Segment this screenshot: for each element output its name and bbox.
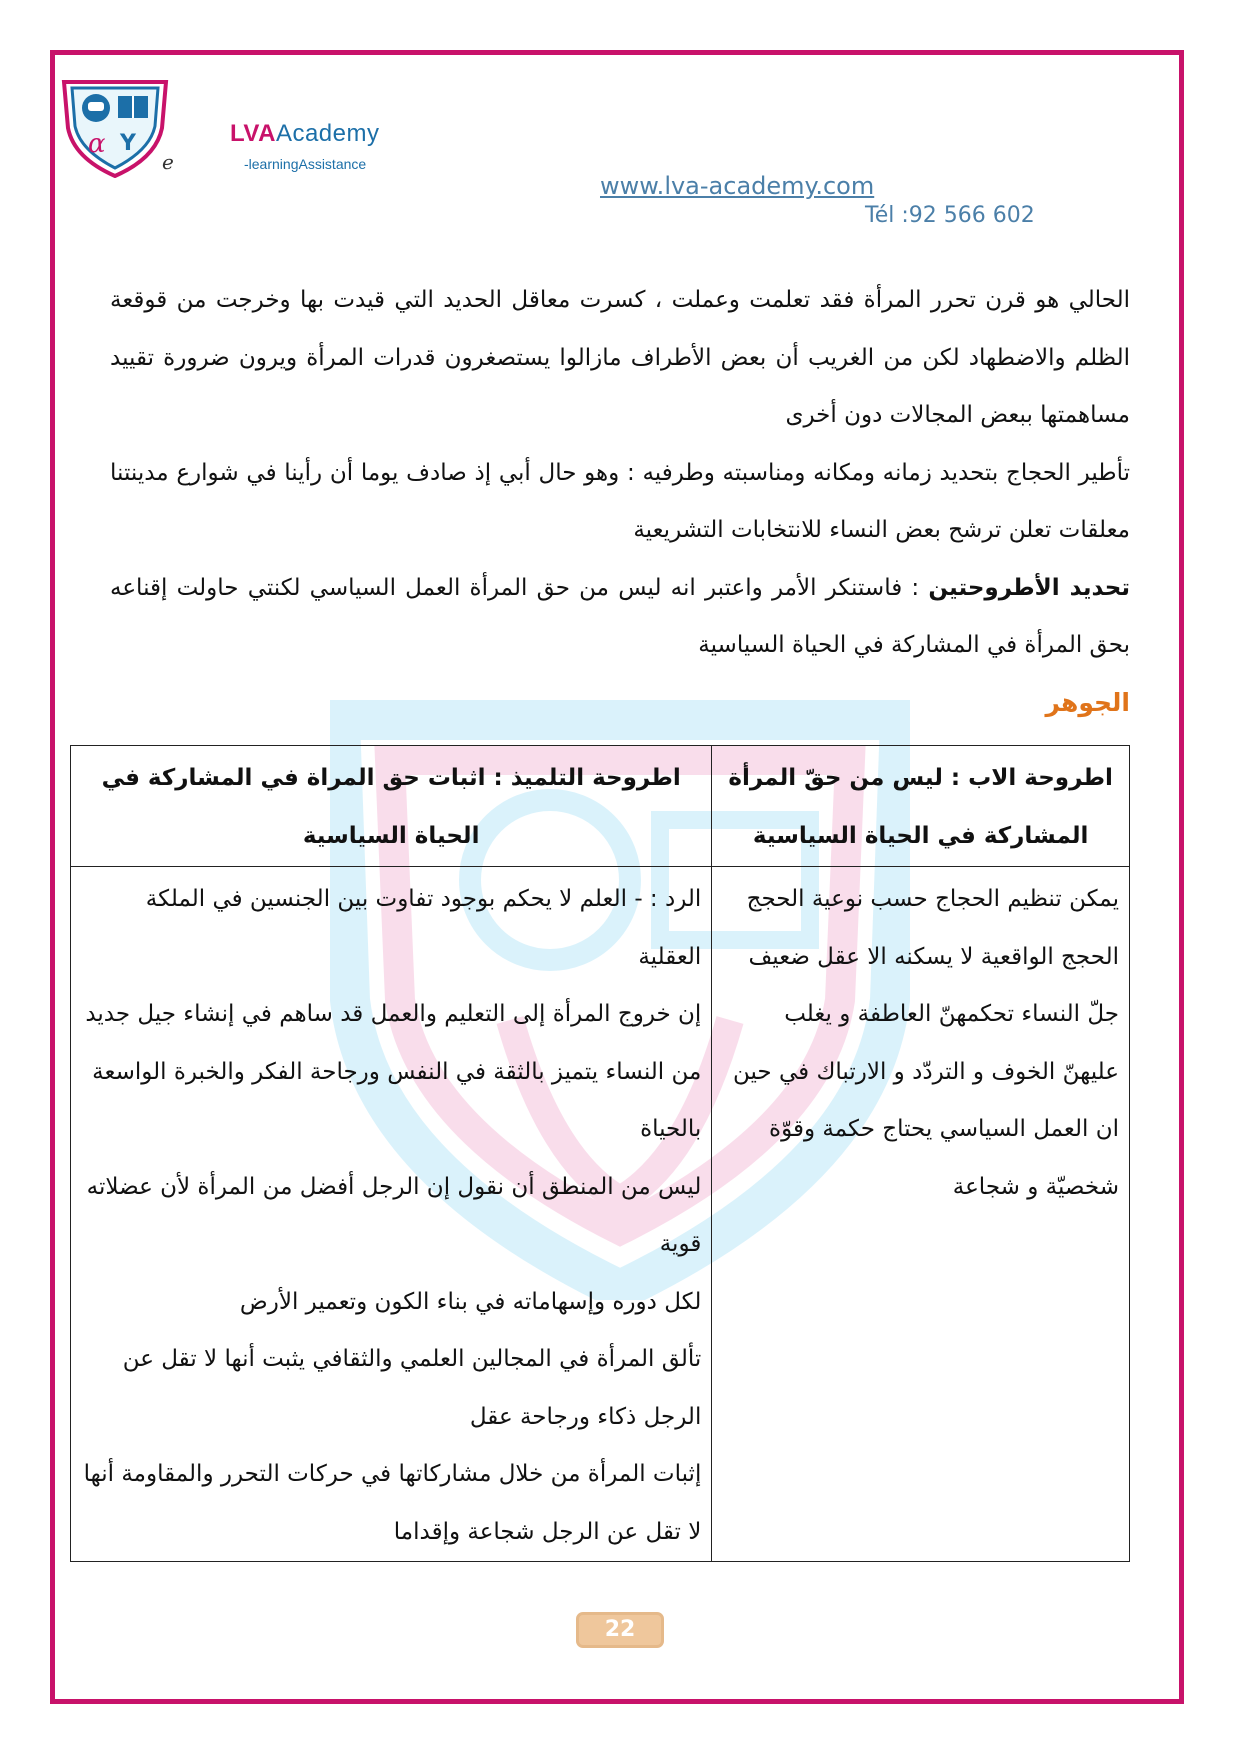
table-header-row [71,746,1130,867]
logo-e-mark: e [162,150,174,174]
father-arguments-cell [712,867,1130,1562]
table-body-row [71,867,1130,1562]
list-item: إثبات المرأة من خلال مشاركاتها في حركات التحرر والمقاومة أنها لا تقل عن الرجل شجاعة وإقداما [83,1461,702,1545]
student-thesis-header: اطروحة التلميذ : اثبات حق المراة في المشاركة في الحياة السياسية [71,746,712,867]
intro-text [110,272,1130,675]
intro-paragraph-2: تأطير الحجاج بتحديد زمانه ومكانه ومناسبته وطرفيه : وهو حال أبي إذ صادف يوما أن رأينا في شوارع مدينتنا معلقات تعلن ترشح بعض النساء للانتخابات التشريعية [110,459,1130,543]
lva-logo-icon [60,78,170,178]
thesis-heading: تحديد الأطروحتين [928,574,1130,601]
svg-text:α: α [88,129,106,159]
list-item: جلّ النساء تحكمهنّ العاطفة و يغلب عليهنّ الخوف و التردّد و الارتباك في حين ان العمل السياسي يحتاج حكمة وقوّة شخصيّة و شجاعة [732,1001,1119,1200]
intro-paragraph-3 [110,560,1130,675]
svg-text:Y: Y [120,131,136,156]
list-item: يمكن تنظيم الحجاج حسب نوعية الحجج [746,886,1119,912]
father-thesis-header: اطروحة الاب : ليس من حقّ المرأة المشاركة في الحياة السياسية [712,746,1130,867]
list-item: الحجج الواقعية لا يسكنه الا عقل ضعيف [748,943,1119,970]
list-item: الرد : - العلم لا يحكم بوجود تفاوت بين الجنسين في الملكة العقلية [145,886,702,970]
brand-tagline: -learningAssistance [244,156,367,172]
list-item: لكل دوره وإسهاماته في بناء الكون وتعمير الأرض [239,1288,702,1315]
arguments-table [70,745,1130,1562]
list-item: ليس من المنطق أن نقول إن الرجل أفضل من المرأة لأن عضلاته قوية [86,1173,702,1257]
list-item: تألق المرأة في المجالين العلمي والثقافي يثبت أنها لا تقل عن الرجل ذكاء ورجاحة عقل [122,1346,702,1430]
brand-lva: LVA [230,120,276,147]
website-link[interactable]: www.lva-academy.com [600,172,875,200]
list-item: إن خروج المرأة إلى التعليم والعمل قد ساهم في إنشاء جيل جديد من النساء يتميز بالثقة في النفس ورجاحة الفكر والخبرة الواسعة بالحياة [85,1001,702,1142]
brand-name [230,120,379,148]
page-number-badge: 22 [576,1612,664,1648]
phone-number: Tél :92 566 602 [865,203,1035,228]
section-title: الجوهر [1045,688,1130,717]
intro-paragraph-1: الحالي هو قرن تحرر المرأة فقد تعلمت وعملت ، كسرت معاقل الحديد التي قيدت بها وخرجت من قوقعة الظلم والاضطهاد لكن من الغريب أن بعض الأطراف مازالوا يستصغرون قدرات المرأة ويرون ضرورة تقييد مساهمتها ببعض المجالات دون أخرى [110,287,1130,428]
student-arguments-cell [71,867,712,1562]
brand-academy: Academy [275,120,380,147]
thesis-text: : فاستنكر الأمر واعتبر انه ليس من حق المرأة العمل السياسي لكنتي حاولت إقناعه بحق المرأة في المشاركة في الحياة السياسية [110,574,1130,658]
